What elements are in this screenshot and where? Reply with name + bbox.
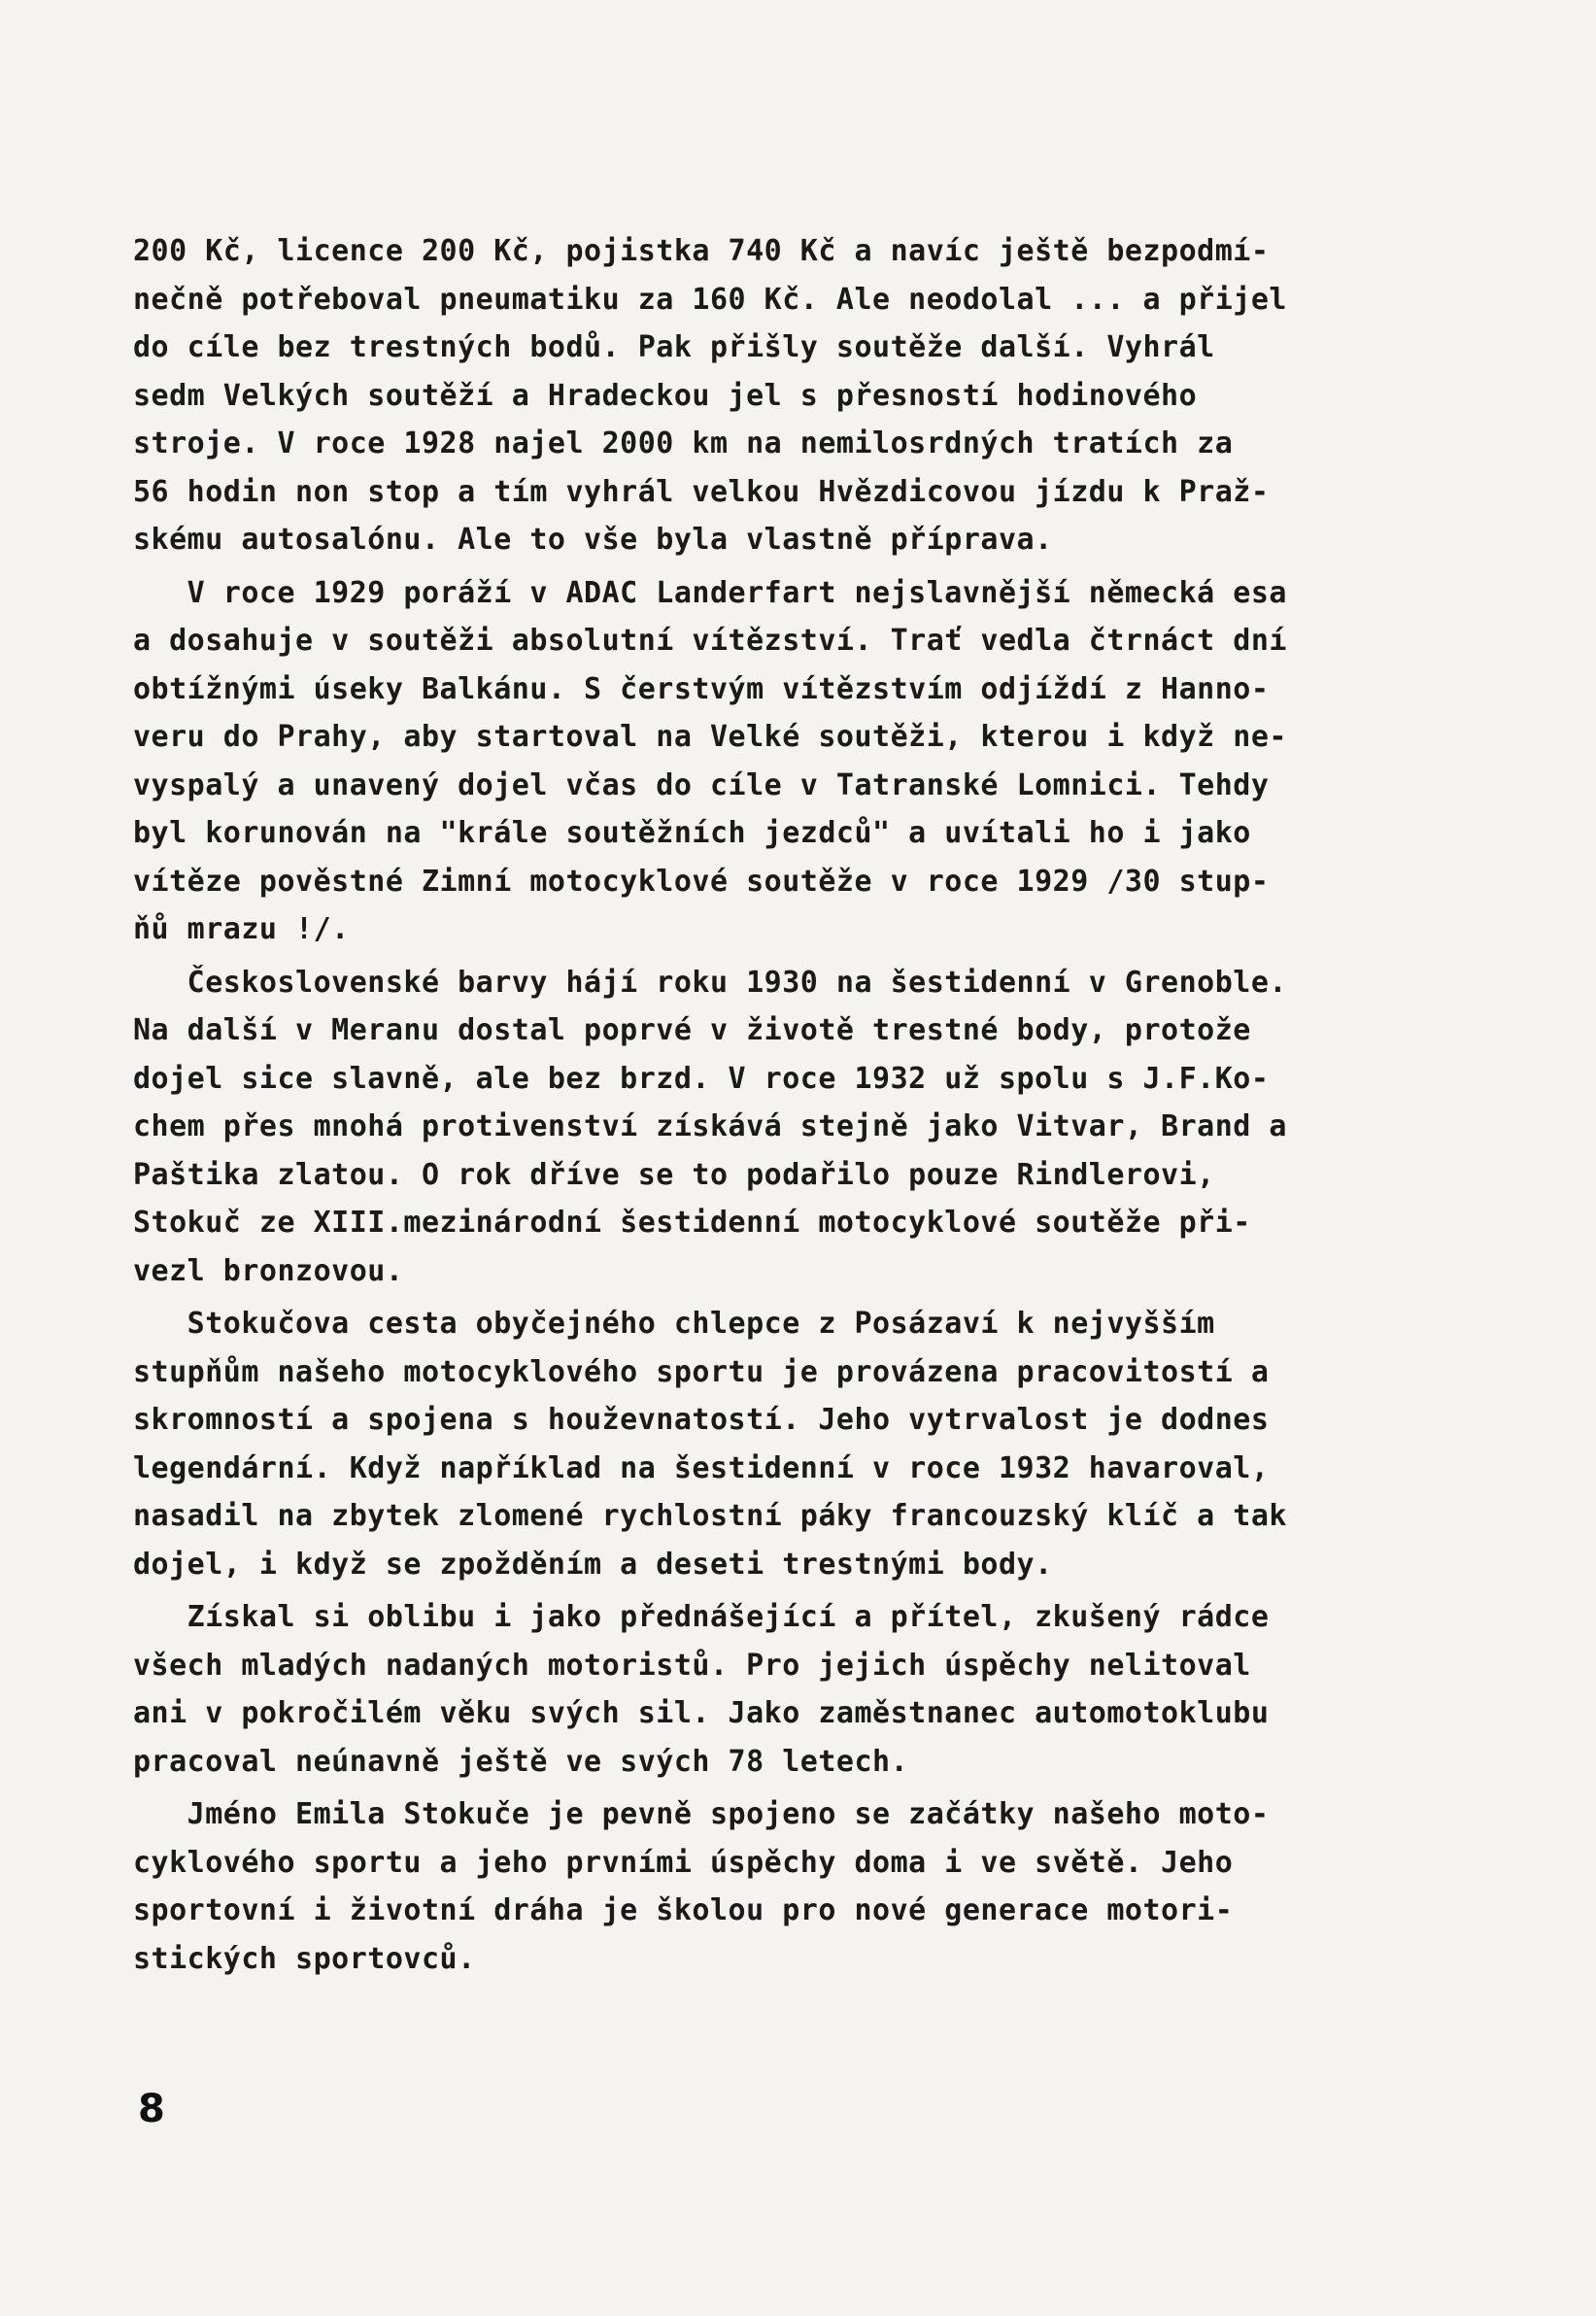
text-line: Jméno Emila Stokuče je pevně spojeno se začátky našeho moto- (133, 1797, 1270, 1831)
text-line: Paštika zlatou. O rok dříve se to podařilo pouze Rindlerovi, (133, 1157, 1215, 1192)
text-line: 200 Kč, licence 200 Kč, pojistka 740 Kč a navíc ještě bezpodmí- (133, 234, 1270, 268)
text-line: vyspalý a unavený dojel včas do cíle v Tatranské Lomnici. Tehdy (133, 767, 1270, 802)
text-line: vítěze pověstné Zimní motocyklové soutěže v roce 1929 /30 stup- (133, 864, 1270, 899)
text-line: Získal si oblibu i jako přednášející a přítel, zkušený rádce (133, 1600, 1270, 1634)
text-line: pracoval neúnavně ještě ve svých 78 letech. (133, 1744, 909, 1779)
paragraph-4 (133, 1300, 1386, 1588)
text-line: Československé barvy hájí roku 1930 na šestidenní v Grenoble. (133, 965, 1287, 1000)
page-number: 8 (138, 2087, 165, 2131)
text-line: chem přes mnohá protivenství získává stejně jako Vitvar, Brand a (133, 1109, 1287, 1143)
text-line: nečně potřeboval pneumatiku za 160 Kč. Ale neodolal ... a přijel (133, 282, 1287, 317)
text-line: do cíle bez trestných bodů. Pak přišly soutěže další. Vyhrál (133, 330, 1215, 364)
text-line: Na další v Meranu dostal poprvé v životě trestné body, protože (133, 1013, 1251, 1047)
text-line: ňů mrazu !/. (133, 912, 350, 946)
text-line: a dosahuje v soutěži absolutní vítězství. Trať vedla čtrnáct dní (133, 624, 1287, 658)
paragraph-3 (133, 959, 1386, 1296)
text-line: stroje. V roce 1928 najel 2000 km na nemilosrdných tratích za (133, 426, 1234, 460)
text-line: byl korunován na "krále soutěžních jezdců" a uvítali ho i jako (133, 816, 1251, 850)
text-line: stických sportovců. (133, 1941, 476, 1976)
text-line: Stokučova cesta obyčejného chlepce z Posázaví k nejvyšším (133, 1307, 1215, 1341)
text-line: sedm Velkých soutěží a Hradeckou jel s přesností hodinového (133, 378, 1198, 413)
text-line: skému autosalónu. Ale to vše byla vlastně příprava. (133, 523, 1053, 557)
text-line: stupňům našeho motocyklového sportu je provázena pracovitostí a (133, 1354, 1270, 1389)
text-line: vezl bronzovou. (133, 1253, 404, 1288)
text-line: dojel, i když se zpožděním a deseti trestnými body. (133, 1547, 1053, 1582)
text-line: skromností a spojena s houževnatostí. Jeho vytrvalost je dodnes (133, 1403, 1270, 1437)
paragraph-2 (133, 569, 1386, 954)
text-line: ani v pokročilém věku svých sil. Jako zaměstnanec automotoklubu (133, 1696, 1270, 1730)
text-line: Stokuč ze XIII.mezinárodní šestidenní motocyklové soutěže při- (133, 1206, 1251, 1240)
text-line: legendární. Když například na šestidenní v roce 1932 havaroval, (133, 1450, 1270, 1485)
paragraph-5 (133, 1593, 1386, 1786)
text-line: nasadil na zbytek zlomené rychlostní páky francouzský klíč a tak (133, 1499, 1287, 1533)
body-text (133, 227, 1386, 1988)
text-line: 56 hodin non stop a tím vyhrál velkou Hvězdicovou jízdu k Praž- (133, 474, 1270, 509)
text-line: obtížnými úseky Balkánu. S čerstvým vítězstvím odjíždí z Hanno- (133, 671, 1270, 706)
text-line: dojel sice slavně, ale bez brzd. V roce 1932 už spolu s J.F.Ko- (133, 1061, 1270, 1096)
text-line: sportovní i životní dráha je školou pro nové generace motori- (133, 1893, 1234, 1927)
paragraph-1 (133, 227, 1386, 564)
text-line: V roce 1929 poráží v ADAC Landerfart nejslavnější německá esa (133, 575, 1287, 610)
text-line: všech mladých nadaných motoristů. Pro jejich úspěchy nelitoval (133, 1648, 1251, 1683)
text-line: cyklového sportu a jeho prvními úspěchy doma i ve světě. Jeho (133, 1845, 1234, 1880)
paragraph-6 (133, 1790, 1386, 1983)
text-line: veru do Prahy, aby startoval na Velké soutěži, kterou i když ne- (133, 720, 1287, 754)
